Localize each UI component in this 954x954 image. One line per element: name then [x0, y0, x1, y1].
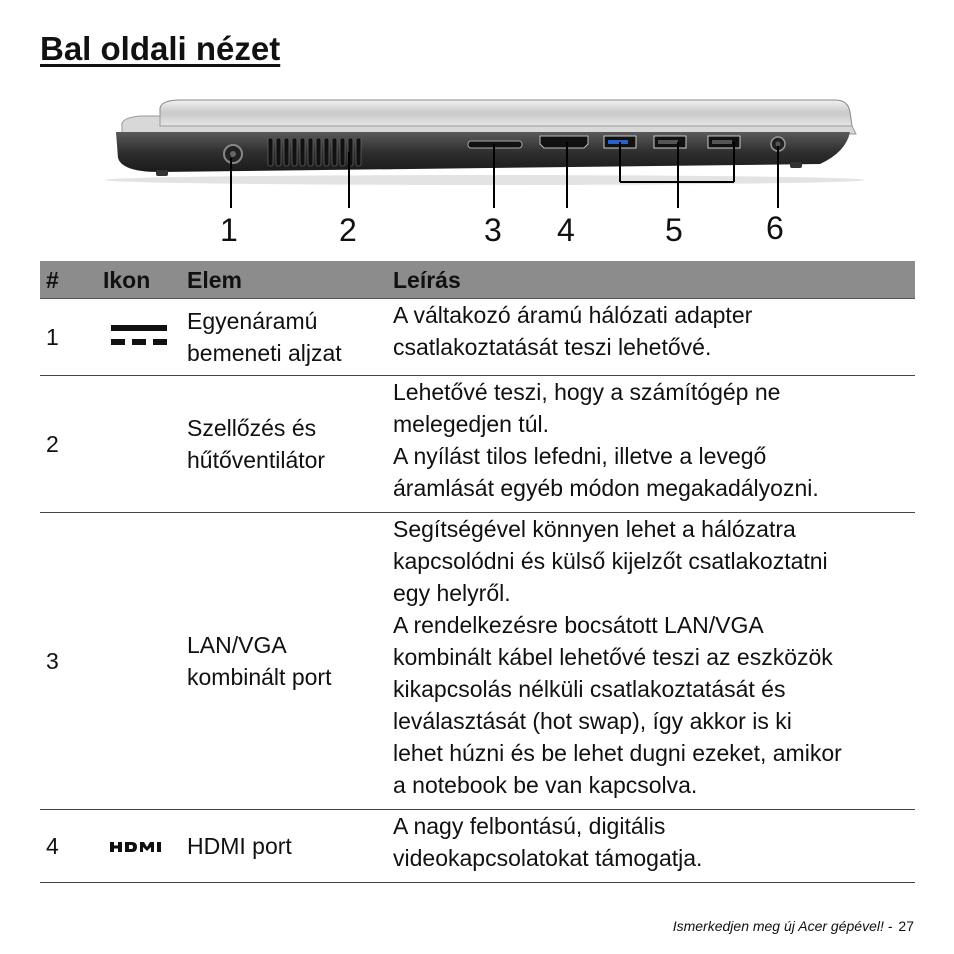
row-desc	[387, 513, 915, 810]
row-elem	[181, 376, 387, 513]
table-header-row	[40, 261, 915, 299]
ports-table	[40, 261, 915, 883]
desc-line: kapcsolódni és külső kijelzőt csatlakoztatni	[393, 548, 828, 574]
row-num: 4	[40, 810, 97, 883]
row-desc	[387, 810, 915, 883]
desc-line: Lehetővé teszi, hogy a számítógép ne	[393, 379, 781, 405]
hdmi-logo-icon	[110, 840, 168, 854]
header-elem: Elem	[181, 261, 387, 299]
desc-line: egy helyről.	[393, 580, 511, 606]
callout-6: 6	[766, 210, 784, 246]
callout-3: 3	[484, 212, 502, 248]
desc-line: csatlakoztatását teszi lehetővé.	[393, 334, 712, 360]
header-num: #	[40, 261, 97, 299]
row-icon-empty	[97, 376, 181, 513]
desc-line: videokapcsolatokat támogatja.	[393, 845, 703, 871]
row-elem	[181, 810, 387, 883]
desc-line: melegedjen túl.	[393, 411, 549, 437]
elem-line: kombinált port	[187, 664, 332, 690]
callout-5: 5	[665, 212, 683, 248]
desc-line: kikapcsolás nélküli csatlakoztatását és	[393, 676, 786, 702]
footer-text: Ismerkedjen meg új Acer gépével! -	[672, 918, 893, 934]
row-num: 2	[40, 376, 97, 513]
elem-line: Szellőzés és	[187, 415, 317, 441]
header-icon: Ikon	[97, 261, 181, 299]
elem-line: bemeneti aljzat	[187, 340, 342, 366]
row-num: 3	[40, 513, 97, 810]
desc-line: A nyílást tilos lefedni, illetve a levegő	[393, 443, 767, 469]
callout-2: 2	[339, 212, 357, 248]
desc-line: A rendelkezésre bocsátott LAN/VGA	[393, 612, 764, 638]
row-icon-empty	[97, 513, 181, 810]
page-footer	[673, 918, 914, 934]
desc-line: kombinált kábel lehetővé teszi az eszközök	[393, 644, 833, 670]
table-row	[40, 376, 915, 513]
header-desc: Leírás	[387, 261, 915, 299]
desc-line: áramlását egyéb módon megakadályozni.	[393, 475, 819, 501]
table-row	[40, 810, 915, 883]
row-desc	[387, 376, 915, 513]
elem-line: LAN/VGA	[187, 632, 287, 658]
page-title: Bal oldali nézet	[40, 30, 281, 67]
table-row	[40, 299, 915, 376]
callout-4: 4	[557, 212, 575, 248]
desc-line: Segítségével könnyen lehet a hálózatra	[393, 516, 796, 542]
row-num: 1	[40, 299, 97, 376]
desc-line: A nagy felbontású, digitális	[393, 813, 666, 839]
elem-line: hűtőventilátor	[187, 447, 326, 473]
dc-in-icon	[97, 299, 181, 376]
row-elem	[181, 513, 387, 810]
row-desc	[387, 299, 915, 376]
hdmi-icon	[97, 810, 181, 883]
desc-line: a notebook be van kapcsolva.	[393, 772, 698, 798]
desc-line: lehet húzni és be lehet dugni ezeket, amikor	[393, 740, 842, 766]
page-number: 27	[898, 918, 914, 934]
desc-line: A váltakozó áramú hálózati adapter	[393, 302, 753, 328]
desc-line: leválasztását (hot swap), így akkor is ki	[393, 708, 792, 734]
callout-1: 1	[220, 212, 238, 248]
elem-line: Egyenáramú	[187, 308, 318, 334]
table-row	[40, 513, 915, 810]
row-elem	[181, 299, 387, 376]
elem-line: HDMI port	[187, 833, 292, 859]
